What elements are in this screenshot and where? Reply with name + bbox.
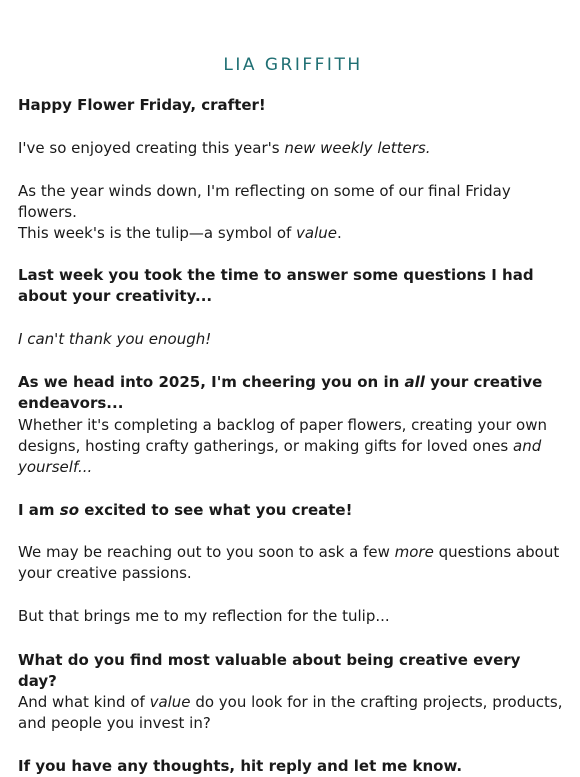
paragraph-text: I am xyxy=(18,501,60,519)
paragraph xyxy=(18,372,563,414)
paragraph-text: Happy Flower Friday, crafter! xyxy=(18,96,266,114)
paragraph-text: As the year winds down, I'm reflecting on some of our final Friday flowers. xyxy=(18,182,511,221)
paragraph xyxy=(18,606,563,627)
paragraph-text: more xyxy=(394,543,434,561)
paragraph-text: What do you find most valuable about being creative every day? xyxy=(18,651,521,690)
paragraph xyxy=(18,500,563,521)
logo-wordmark: LIA GRIFFITH xyxy=(223,55,363,75)
email-body xyxy=(18,0,563,774)
paragraph xyxy=(18,542,563,584)
paragraph-text: As we head into 2025, I'm cheering you on in xyxy=(18,373,405,391)
paragraph-text: your creative endeavors... xyxy=(18,373,543,412)
paragraph xyxy=(18,265,563,307)
paragraph-text: If you have any thoughts, hit reply and let me know. xyxy=(18,757,463,775)
paragraph-text: But that brings me to my reflection for the tulip... xyxy=(18,607,390,625)
paragraph xyxy=(18,415,563,478)
paragraph-text: Last week you took the time to answer some questions I had about your creativity... xyxy=(18,266,534,305)
paragraph-text: do you look for in the crafting projects, products, and people you invest in? xyxy=(18,693,563,732)
paragraph xyxy=(18,329,563,350)
paragraph-text: I've so enjoyed creating this year's xyxy=(18,139,285,157)
paragraph-text: new weekly letters. xyxy=(284,139,431,157)
paragraph xyxy=(18,223,563,244)
paragraph-text: so xyxy=(59,501,80,519)
paragraph-text: This week's is the tulip—a symbol of xyxy=(18,224,297,242)
paragraph xyxy=(18,692,563,734)
paragraph-text: I can't thank you enough! xyxy=(18,330,212,348)
paragraph xyxy=(18,650,563,692)
paragraph-text: excited to see what you create! xyxy=(79,501,353,519)
paragraph xyxy=(18,138,563,159)
paragraph-text: all xyxy=(404,373,425,391)
paragraph-text: questions about your creative passions. xyxy=(18,543,560,582)
paragraph-text: We may be reaching out to you soon to ask a few xyxy=(18,543,395,561)
paragraph-text: value xyxy=(149,693,191,711)
paragraph-text: value xyxy=(296,224,338,242)
paragraph-text: . xyxy=(337,224,342,242)
paragraph-text: Whether it's completing a backlog of paper flowers, creating your own designs, hosting crafty gatherings, or making gifts for loved ones xyxy=(18,416,547,455)
paragraph xyxy=(18,95,563,116)
paragraph-text: And what kind of xyxy=(18,693,150,711)
paragraph-text: and yourself... xyxy=(18,437,542,476)
paragraph xyxy=(18,181,563,223)
